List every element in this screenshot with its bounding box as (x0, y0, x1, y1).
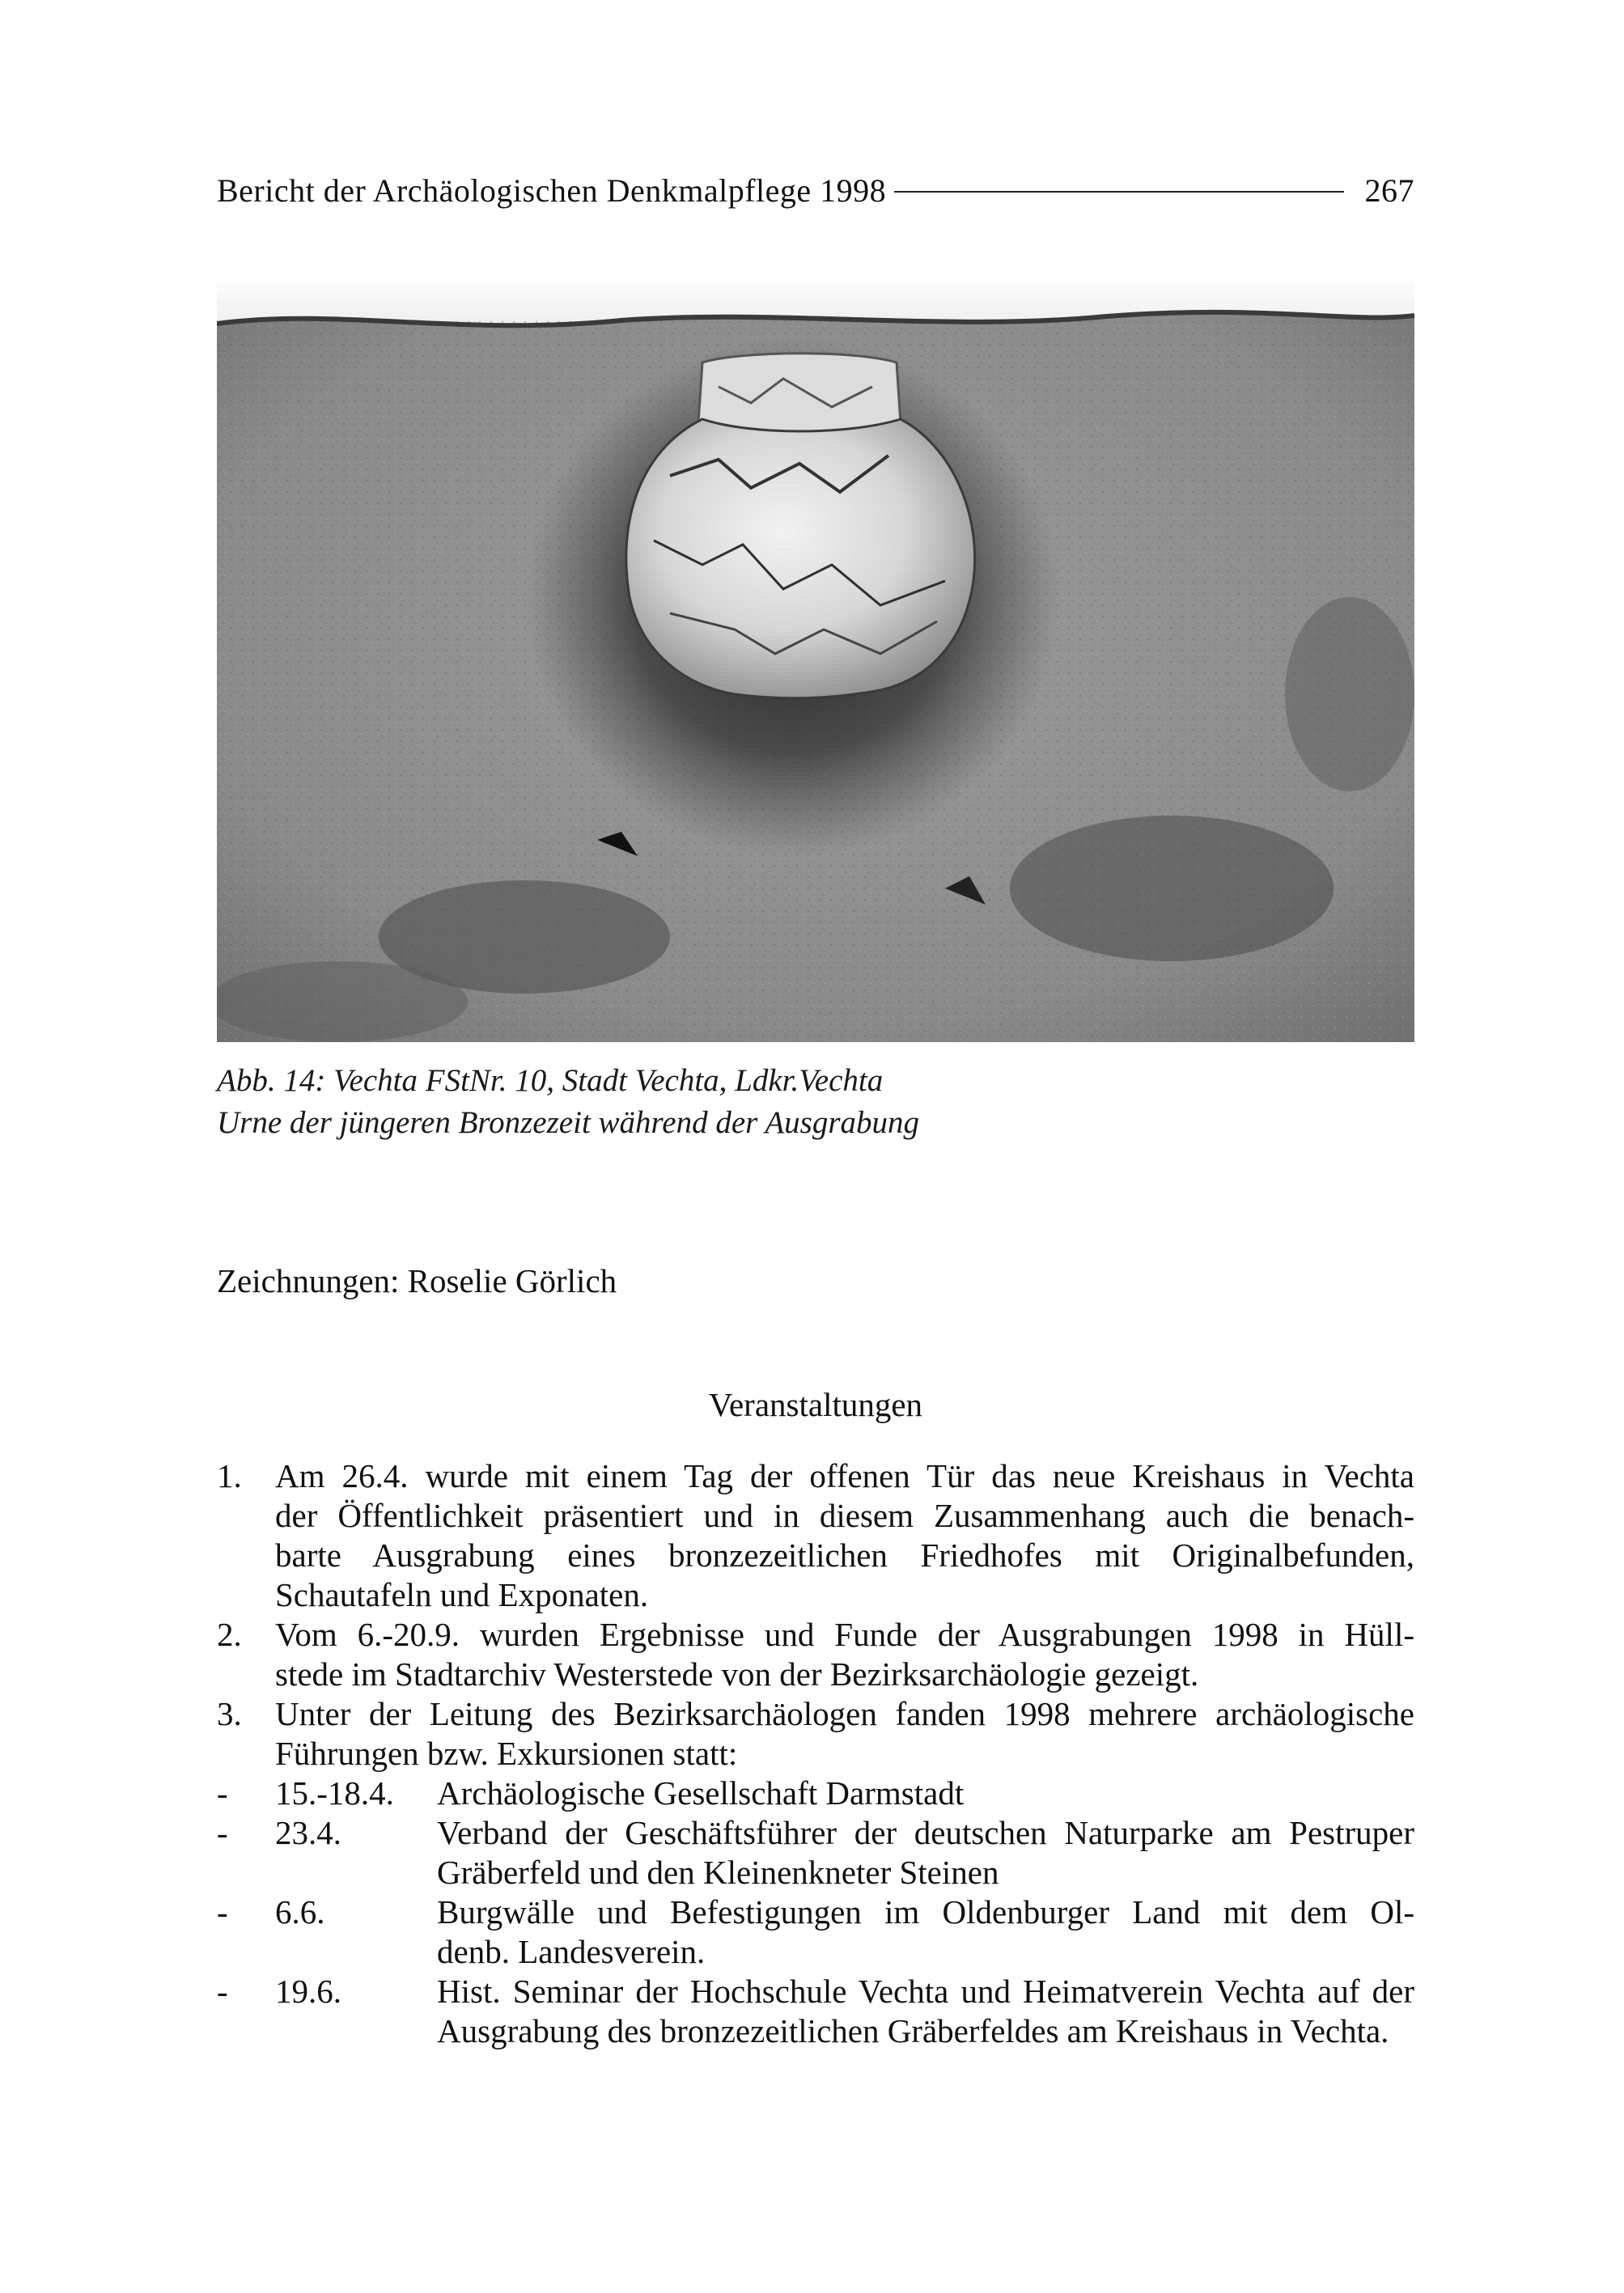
list-dash: - (217, 1814, 228, 1851)
excursion-date: 19.6. (275, 1973, 341, 2010)
excursion-date: 6.6. (275, 1893, 325, 1931)
event-text (275, 1615, 1414, 1694)
section-heading: Veranstaltungen (708, 1386, 923, 1423)
event-item (217, 1456, 1414, 1615)
excursion-line: Archäologische Gesellschaft Darmstadt (437, 1774, 965, 1812)
event-line: Am 26.4. wurde mit einem Tag der offenen Tür das neue Kreishaus in Vechta (275, 1457, 1414, 1494)
urn-photograph (217, 273, 1414, 1042)
event-line: Schautafeln und Exponaten. (275, 1576, 649, 1613)
excursion-line: Verband der Geschäftsführer der deutschen Naturparke am Pestruper (437, 1814, 1414, 1851)
event-text (275, 1694, 1414, 1774)
caption-line-1: Abb. 14: Vechta FStNr. 10, Stadt Vechta, Ldkr.Vechta (217, 1063, 884, 1098)
header-rule (894, 191, 1343, 193)
excursion-line: Hist. Seminar der Hochschule Vechta und Heimatverein Vechta auf der (437, 1973, 1414, 2010)
excursion-line: Burgwälle und Befestigungen im Oldenburger Land mit dem Ol- (437, 1893, 1414, 1931)
excursion-description (437, 1774, 1414, 1813)
list-dash: - (217, 1774, 228, 1812)
excursion-item (217, 1813, 1414, 1892)
event-line: Unter der Leitung des Bezirksarchäologen fanden 1998 mehrere archäologische (275, 1695, 1414, 1732)
list-dash: - (217, 1973, 228, 2010)
event-item (217, 1694, 1414, 1774)
running-header-title: Bericht der Archäologischen Denkmalpflege 1998 (217, 172, 887, 209)
excursion-description (437, 1892, 1414, 1972)
excursion-date: 15.-18.4. (275, 1774, 394, 1812)
event-line: der Öffentlichkeit präsentiert und in diesem Zusammenhang auch die benach- (275, 1497, 1414, 1534)
list-dash: - (217, 1893, 228, 1931)
urn-photograph-graphic (217, 273, 1414, 1042)
excursion-line: denb. Landesverein. (437, 1933, 706, 1970)
event-number: 1. (217, 1457, 242, 1494)
excursion-item (217, 1774, 1414, 1813)
excursion-item (217, 1972, 1414, 2051)
excursion-line: Gräberfeld und den Kleinenkneter Steinen (437, 1854, 999, 1891)
event-number: 2. (217, 1616, 242, 1653)
event-number: 3. (217, 1695, 242, 1732)
event-line: stede im Stadtarchiv Westerstede von der Bezirksarchäologie gezeigt. (275, 1655, 1199, 1693)
page-number: 267 (1364, 172, 1414, 209)
event-item (217, 1615, 1414, 1694)
event-line: barte Ausgrabung eines bronzezeitlichen Friedhofes mit Originalbefunden, (275, 1536, 1414, 1574)
running-header (217, 166, 1414, 214)
event-line: Führungen bzw. Exkursionen statt: (275, 1735, 738, 1772)
excursions-list (217, 1774, 1414, 2051)
excursion-date: 23.4. (275, 1814, 341, 1851)
caption-line-2: Urne der jüngeren Bronzezeit während der Ausgrabung (217, 1105, 920, 1140)
events-list (217, 1456, 1414, 2051)
event-line: Vom 6.-20.9. wurden Ergebnisse und Funde der Ausgrabungen 1998 in Hüll- (275, 1616, 1414, 1653)
drawings-credit: Zeichnungen: Roselie Görlich (217, 1262, 617, 1299)
excursion-description (437, 1972, 1414, 2051)
figure-caption (217, 1060, 1414, 1144)
event-text (275, 1456, 1414, 1615)
excursion-line: Ausgrabung des bronzezeitlichen Gräberfeldes am Kreishaus in Vechta. (437, 2012, 1389, 2049)
excursion-description (437, 1813, 1414, 1892)
excursion-item (217, 1892, 1414, 1972)
